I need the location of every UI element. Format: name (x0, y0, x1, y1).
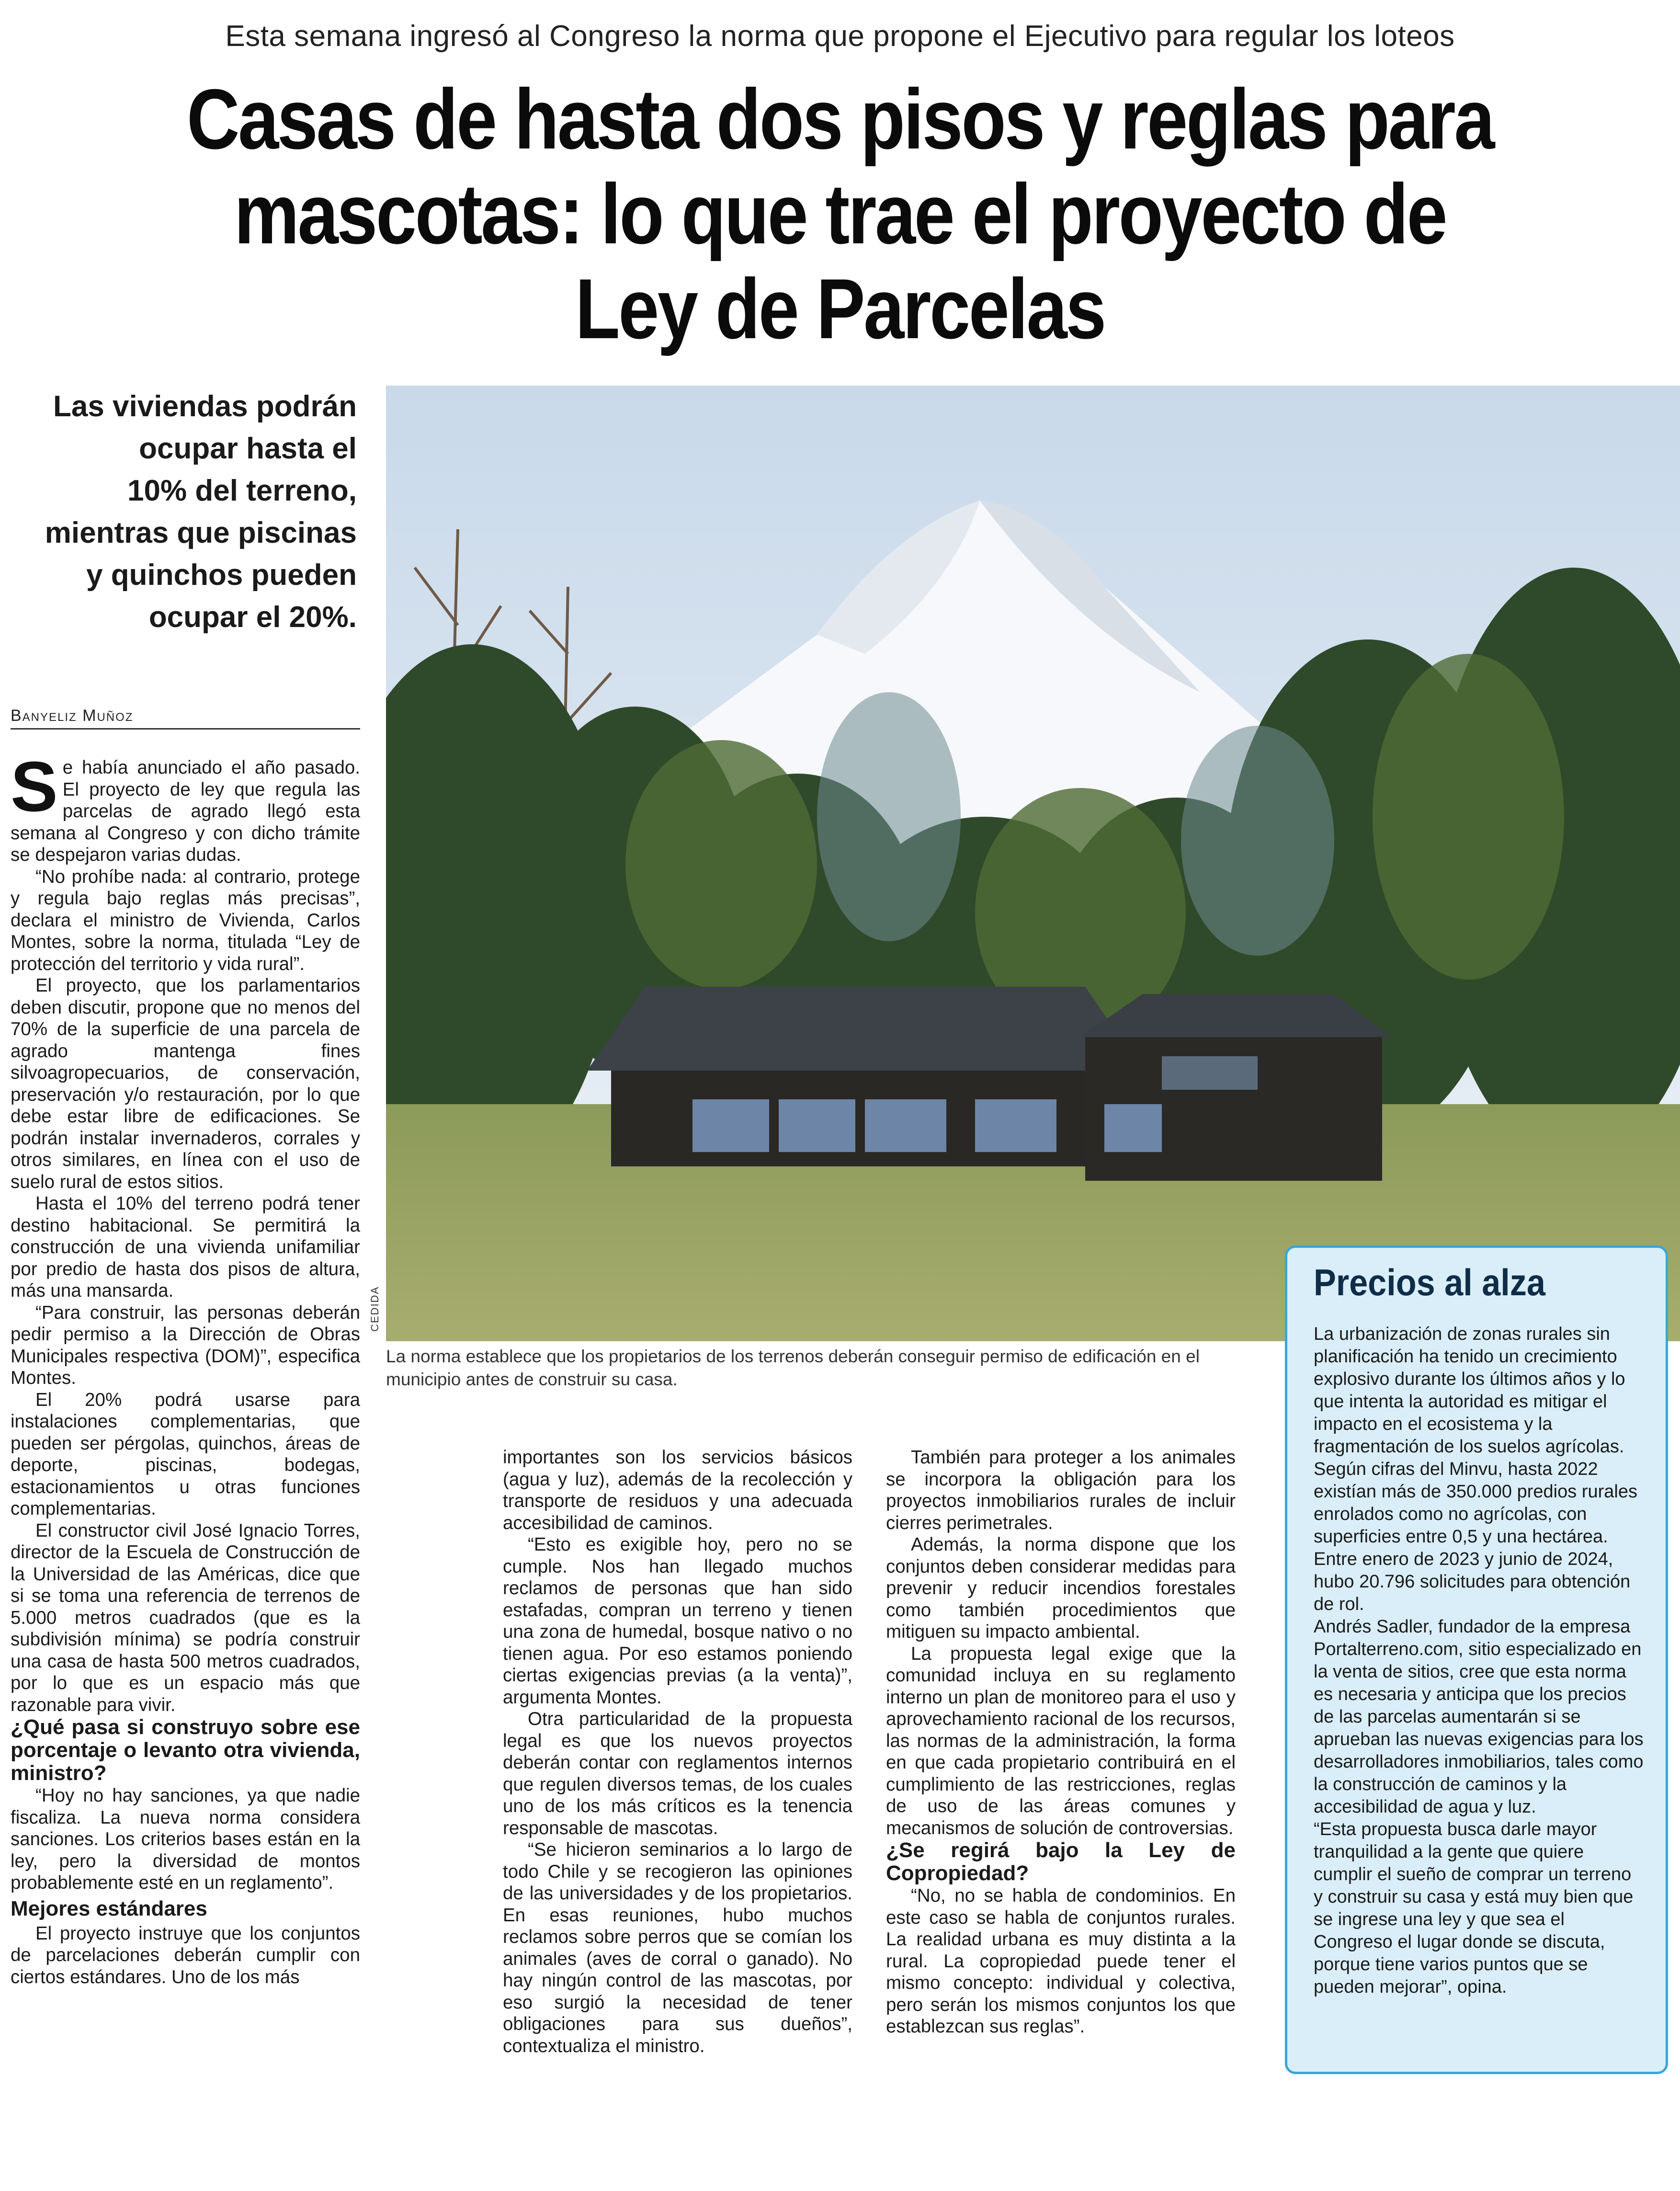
section-subheading: Mejores estándares (11, 1896, 207, 1920)
article-paragraph: También para proteger a los animales se incorpora la obligación para los proyectos inmobiliarios rurales de incluir cierres perimetrales. (886, 1447, 1236, 1533)
drop-cap: S (11, 747, 58, 826)
article-paragraph: El proyecto instruye que los conjuntos de parcelaciones deberán cumplir con ciertos estándares. Uno de los más (11, 1923, 360, 1987)
article-paragraph: “No prohíbe nada: al contrario, protege y regula bajo reglas más precisas”, declara el ministro de Vivienda, Carlos Montes, sobre la norma, titulada “Ley de protección del territorio y vida rural”. (11, 866, 360, 974)
kicker: Esta semana ingresó al Congreso la norma que propone el Ejecutivo para regular los loteos (225, 20, 1455, 53)
article-paragraph: Hasta el 10% del terreno podrá tener destino habitacional. Se permitirá la construcción de una vivienda unifamiliar por predio de hasta dos pisos de altura, más una mansarda. (11, 1193, 360, 1301)
lead-summary (10, 386, 357, 639)
lead-line: y quinchos pueden (86, 559, 357, 592)
article-paragraph: Además, la norma dispone que los conjuntos deben considerar medidas para prevenir y reducir incendios forestales como también procedimientos que mitiguen su impacto ambiental. (886, 1534, 1236, 1642)
article-column-1 (11, 747, 360, 1988)
article-paragraph: Otra particularidad de la propuesta legal es que los nuevos proyectos deberán contar con reglamentos internos que regulen diversos temas, de los cuales uno de los más críticos es la tenencia responsable de mascotas. (503, 1709, 852, 1838)
article-paragraph (11, 747, 360, 866)
article-paragraph: “Se hicieron seminarios a lo largo de todo Chile y se recogieron las opiniones de las universidades y de los propietarios. En esas reuniones, hubo muchos reclamos sobre perros que se comían los animales (aves de corral o ganado). No hay ningún control de las mascotas, por eso surgió la necesidad de tener obligaciones para sus dueños”, contextualiza el ministro. (503, 1839, 852, 2056)
lead-line: ocupar el 20%. (148, 601, 357, 634)
photo-caption: La norma establece que los propietarios de los terrenos deberán conseguir permiso de edificación en el municipio antes de construir su casa. (386, 1347, 1200, 1389)
article-paragraph: “Hoy no hay sanciones, ya que nadie fiscaliza. La nueva norma considera sanciones. Los criterios bases están en la ley, pero la diversidad de montos probablemente esté en un reglamento”. (11, 1785, 360, 1893)
article-column-3 (886, 1447, 1236, 2038)
article-paragraph: importantes son los servicios básicos (agua y luz), además de la recolección y transporte de residuos y una adecuada accesibilidad de caminos. (503, 1447, 852, 1533)
photo-credit: CEDIDA (369, 1286, 381, 1332)
sidebar-body (1314, 1323, 1644, 1998)
lead-line: mientras que piscinas (45, 516, 357, 549)
article-paragraph: El proyecto, que los parlamentarios deben discutir, propone que no menos del 70% de la superficie de una parcela de agrado mantenga fines silvoagropecuarios, de conservación, preservación y/o restauración, por lo que debe estar libre de edificaciones. Se podrán instalar invernaderos, corrales y otros similares, en línea con el uso de suelo rural de estos sitios. (11, 975, 360, 1192)
interview-question: ¿Qué pasa si construyo sobre ese porcentaje o levanto otra vivienda, ministro? (11, 1715, 360, 1785)
sidebar-paragraph: La urbanización de zonas rurales sin planificación ha tenido un crecimiento explosivo durante los últimos años y lo que intenta la autoridad es mitigar el impacto en el ecosistema y la fragmentación de los suelos agrícolas. Según cifras del Minvu, hasta 2022 existían más de 350.000 predios rurales enrolados como no agrícolas, con superficies entre 0,5 y una hectárea. Entre enero de 2023 y junio de 2024, hubo 20.796 solicitudes para obtención de rol. (1314, 1324, 1637, 1614)
lead-line: ocupar hasta el (139, 432, 357, 465)
article-paragraph: El constructor civil José Ignacio Torres, director de la Escuela de Construcción de la Universidad de las Américas, dice que si se toma una referencia de terrenos de 5.000 metros cuadrados (que es la subdivisión mínima) se podría construir una casa de hasta 500 metros cuadrados, por lo que es un espacio más que razonable para vivir. (11, 1520, 360, 1715)
article-paragraph: La propuesta legal exige que la comunidad incluya en su reglamento interno un plan de monitoreo para el uso y aprovechamiento racional de los recursos, las normas de la administración, la forma en que cada propietario contribuirá en el cumplimiento de las restricciones, reglas de uso de las áreas comunes y mecanismos de solución de controversias. (886, 1643, 1236, 1838)
sidebar-title: Precios al alza (1314, 1261, 1545, 1303)
sidebar-paragraph: “Esta propuesta busca darle mayor tranquilidad a la gente que quiere cumplir el sueño de comprar un terreno y construir su casa y está muy bien que se ingrese una ley y que sea el Congreso el lugar donde se discuta, porque tiene varios puntos que se pueden mejorar”, opina. (1314, 1819, 1634, 1997)
headline-line: mascotas: lo que trae el proyecto de (234, 166, 1446, 262)
article-column-2 (503, 1447, 852, 2057)
headline-line: Casas de hasta dos pisos y reglas para (186, 71, 1494, 167)
interview-question: ¿Se regirá bajo la Ley de Copropiedad? (886, 1838, 1236, 1885)
article-paragraph: El 20% podrá usarse para instalaciones complementarias, que pueden ser pérgolas, quinchos, áreas de deporte, piscinas, bodegas, estacionamientos u otras funciones complementarias. (11, 1389, 360, 1519)
headline-line: Ley de Parcelas (575, 261, 1105, 356)
volcano-landscape-illustration (386, 386, 1680, 1341)
article-photo (386, 386, 1680, 1341)
headline (167, 72, 1513, 356)
sidebar-paragraph: Andrés Sadler, fundador de la empresa Portalterreno.com, sitio especializado en la venta de sitios, cree que esta norma es necesaria y anticipa que los precios de las parcelas aumentarán si se aprueban las nuevas exigencias para los desarrolladores inmobiliarios, tales como la construcción de caminos y la accesibilidad de agua y luz. (1314, 1617, 1644, 1817)
lead-line: Las viviendas podrán (53, 390, 357, 423)
article-paragraph: “Para construir, las personas deberán pedir permiso a la Dirección de Obras Municipales respectiva (DOM)”, especifica Montes. (11, 1302, 360, 1388)
byline: Banyeliz Muñoz (11, 707, 360, 730)
paragraph-text: e había anunciado el año pasado. El proyecto de ley que regula las parcelas de agrado llegó esta semana al Congreso y con dicho trámite se despejaron varias dudas. (11, 757, 360, 865)
article-paragraph: “Esto es exigible hoy, pero no se cumple. Nos han llegado muchos reclamos de personas que han sido estafadas, compran un terreno y tienen una zona de humedal, bosque nativo o no tienen agua. Por eso estamos poniendo ciertas exigencias previas (a la venta)”, argumenta Montes. (503, 1534, 852, 1708)
article-paragraph: “No, no se habla de condominios. En este caso se habla de conjuntos rurales. La realidad urbana es muy distinta a la rural. La copropiedad puede tener el mismo concepto: individual y colectiva, pero serán los mismos conjuntos los que establezcan sus reglas”. (886, 1885, 1236, 2037)
lead-line: 10% del terreno, (127, 474, 357, 507)
